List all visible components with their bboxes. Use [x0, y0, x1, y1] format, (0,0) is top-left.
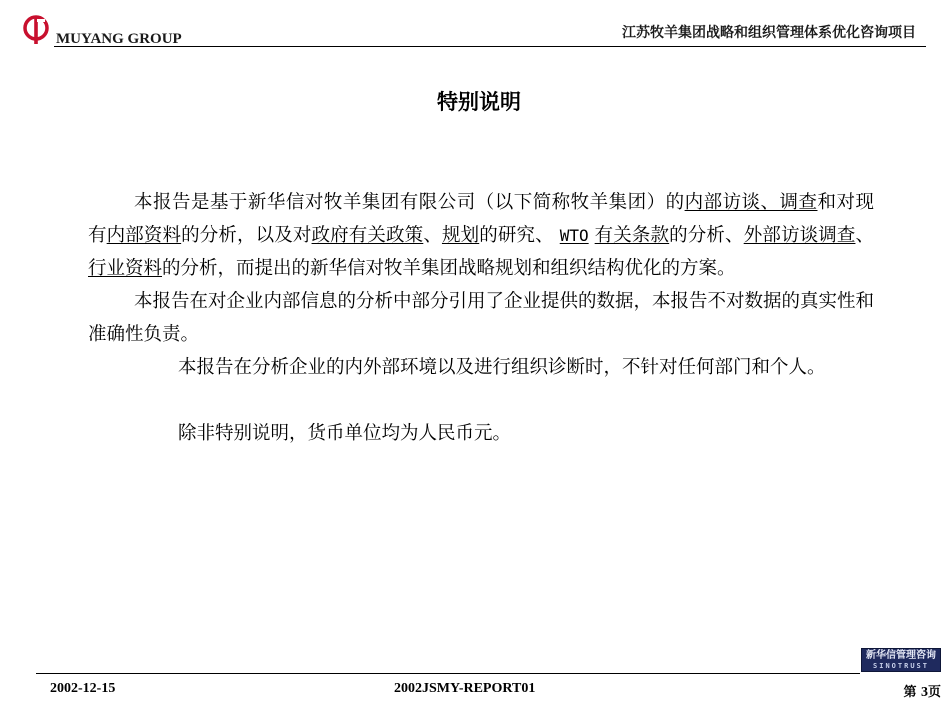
- footer-divider: [36, 673, 860, 674]
- spacer: [88, 384, 874, 417]
- paragraph-no-blame: 本报告在分析企业的内外部环境以及进行组织诊断时，不针对任何部门和个人。: [178, 357, 826, 378]
- sinotrust-logo-cn: 新华信管理咨询: [866, 650, 936, 661]
- underlined-term: 外部访谈调查: [743, 225, 856, 246]
- underlined-term: 内部资料: [106, 225, 182, 246]
- underlined-term: 规划: [441, 225, 480, 246]
- text-run: 的分析，以及对: [181, 225, 312, 246]
- header-divider: [54, 46, 926, 47]
- text-run: 的研究、: [479, 225, 560, 246]
- text-run: 的分析，而提出的新华信对牧羊集团战略规划和组织结构优化的方案。: [162, 258, 736, 279]
- text-run: 和对现有: [88, 192, 874, 246]
- page-prefix: 第: [903, 685, 917, 700]
- underlined-term: 内部访谈、调查: [684, 192, 818, 213]
- paragraph-basis: [88, 186, 874, 285]
- footer-date: 2002-12-15: [50, 681, 116, 696]
- body-text: [88, 186, 874, 450]
- text-run: 、: [423, 225, 442, 246]
- underlined-term: 政府有关政策: [311, 225, 424, 246]
- underlined-term: 有关条款: [594, 225, 670, 246]
- text-run: 、: [855, 225, 874, 246]
- underlined-term: 行业资料: [88, 258, 163, 279]
- page-suffix: 页: [927, 685, 941, 700]
- text-run: 的分析、: [669, 225, 744, 246]
- text-run: 本报告是基于新华信对牧羊集团有限公司（以下简称牧羊集团）的: [134, 192, 685, 213]
- muyang-logo-icon: [22, 14, 54, 46]
- paragraph-data-disclaimer: 本报告在对企业内部信息的分析中部分引用了企业提供的数据，本报告不对数据的真实性和准确性负责。: [88, 291, 875, 345]
- page-number: 3: [920, 685, 928, 700]
- sinotrust-logo-en: SINOTRUST: [873, 662, 929, 670]
- footer-report-id: 2002JSMY-REPORT01: [394, 681, 536, 696]
- sinotrust-logo: [861, 648, 941, 672]
- paragraph-currency: 除非特别说明，货币单位均为人民币元。: [178, 423, 512, 444]
- project-title: 江苏牧羊集团战略和组织管理体系优化咨询项目: [622, 25, 916, 41]
- underlined-term: WTO: [559, 226, 589, 245]
- footer-page-number: [903, 681, 941, 701]
- company-name: MUYANG GROUP: [56, 31, 182, 47]
- page-title: 特别说明: [437, 90, 521, 114]
